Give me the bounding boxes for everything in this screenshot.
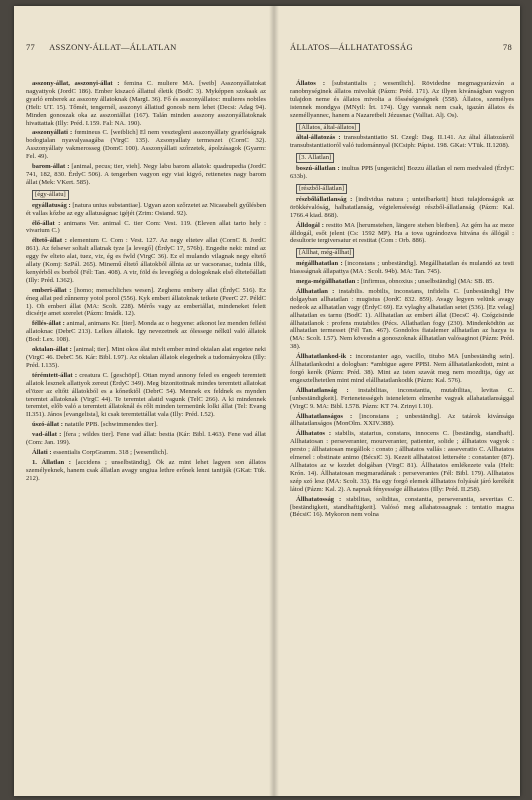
entry-definition: [individua natura ; unteilbarkeit] hiszi tulajdonságok az örökkévalóság, halhatatlanság, végtelenséeségi részből-állatlanság (Pázm: Kal. 1766.4 kiad. 868).	[290, 195, 514, 219]
entry-definition: restito MA [herumstehen, längere stehen bleiben]. Az gém ha az meze álldogál, esőt jelent (Cs: 1592 MP). Ha a tova ugrándozva hitvána és állógál : desultorie tergiversatur et restitat (Com : Orb. 886).	[290, 221, 514, 245]
dictionary-entry	[26, 163, 266, 187]
dictionary-entry	[290, 134, 514, 150]
entry-headword: élő-állat :	[32, 219, 61, 227]
dictionary-entry	[290, 278, 514, 286]
entry-definition: [fera ; wildes tier]. Fene vad állat: bestia (Kár: Bibl. I.463). Fene vad állat (Com: Jan. 199).	[26, 431, 266, 447]
entry-headword: Állhatatlanságos :	[296, 412, 353, 420]
section-heading-label: [Állhat, még-állhat]	[296, 248, 354, 258]
dictionary-entry	[290, 353, 514, 385]
dictionary-entry	[290, 80, 514, 120]
entry-headword: asszony-állat, asszonyi-állat :	[32, 80, 120, 87]
entry-definition: [inconstans ; unbeständig]. Az tatárok kivánsága állhatatlanságos (MonOlm. XXIV.388).	[290, 412, 514, 428]
dictionary-entry	[290, 430, 514, 493]
entry-definition: [inconstans ; unbeständig]. Megállhatatlan és mulandó az testi hiassságnak állapattya (MA : Scolt. 94b). MA: Tan. 745).	[290, 260, 514, 276]
entry-headword: éltető-állat :	[32, 237, 67, 245]
dictionary-entry	[26, 220, 266, 236]
entry-headword: Állhatatos :	[296, 430, 332, 438]
entry-definition: [substantialis ; wesentlich]. Rövidedne megmagyarázván a ranobnységinek állatos mivoltát (Pázm: Préd. 171). Az illyen kivánságban vagyon tulajdon neme és állatos mivolta a fősséségeségnek (558). Állatos, személyes istennek mondgya (MNyil: Írt. 174). Úgy vannak nem csak, igazán állatos és személlyannec, hanem a Nazaretbeli Jézusnac (Valliat. Alj. Os).	[290, 80, 514, 119]
entry-definition: essentialis CorpGramm. 318 ; [wesentlich].	[53, 448, 168, 456]
entry-headword: térémtett-állat :	[32, 371, 78, 379]
left-running-title: ASSZONY-ÁLLAT—ÁLLATLAN	[49, 42, 177, 52]
dictionary-entry	[26, 320, 266, 344]
entry-definition: animans Ver. animal C. tier Com: Vest. 119. (Eleven allat tarto hely : vivarium C.)	[26, 219, 266, 235]
entry-definition: elementum C. Com : Vest. 127. Az negy eltetev allat (CornC 8. JordC 861). Az felsewr soltalt allatnak tyze [a levegő] (ÉrdyC 17, 576b). Engedte neki: mind az eggy fw elteto alat, tuez, viz, ég es fwld (VirgC 36). Ez el mulando vilagnak negy eltető allaty (Komj: SzPál. 265). Minemű éltető állatokból állnia az ur vacsoranac, tudnia illik, kenyérből es borból (Fél: Tan. 408). A vir, föld és levegőég a dologoknak első élteteőállati (Illy: Préd. I.362).	[26, 237, 266, 284]
entry-headword: úszó-állat :	[32, 421, 63, 429]
dictionary-entry	[290, 165, 514, 181]
entry-definition: creatura C. [geschöpf]. Ottan mynd annony feled es engeeb teremtett allatok lesznek allattyok zereut (ÉrdyC 349). Meg bizonitottnak mindes teremtett allatokat el'özer az eltőtt állatokból es a kőnetktől (DebrC 54). Mennek ex feldnek es mynden teremtet allatoknak (VirgC 44). Te teremtet alatid vagunk (TelC 266). A ki mindennek teremtet, előb való a teremtett állatoknál és rőlt minden termenünk lolki állat (Tel: Evang II.351). János [evangelista], ki csak teremtettállat vala (Illy: Préd. I.52).	[26, 371, 266, 419]
entry-headword: Állhatatlan :	[296, 287, 335, 295]
left-column	[26, 80, 266, 485]
section-heading-label: [égy-állatu]	[32, 190, 69, 200]
entry-headword: Állati :	[32, 448, 52, 456]
entry-definition: fœmineus C. [weiblich] El nem vesztegleni asszonyállaty gyarlóságnak bodogtalan nyavalyasagába (VirgC 135). Azsonyallaty termeszet (CornC 32). Asszonyállaty vakmerosseg (DomC 100). Asszonyállati szőrzetek, ápolzásagok (Gyarm: Fel. 49).	[26, 129, 266, 161]
entry-definition: [homo; menschliches wesen]. Zeghenu embery allat (ÉrdyC 516). Ez éneg allat ped zűnnemy yotol porol (556). Kyk emberi állatoknak tetkete (PeerC 27. PéldC 1). Oh emberi állat (MA: Scolt. 228). Mérős vagy az emberiállat, mindeneket felett dicsérje amet szerelet (Pázm: Imádk. 12).	[26, 286, 266, 318]
dictionary-entry	[290, 288, 514, 351]
dictionary-entry	[26, 287, 266, 319]
entry-definition: [animal; tier]. Mint okos álat mivlt ember mind oktalan alat engetee neki (VirgC 46. DebrC 56. Kár: Bibl. I.97). Az oktalan állatok elegednek a tudományokra (Illy: Préd. I.135).	[26, 346, 266, 369]
dictionary-entry	[290, 260, 514, 276]
entry-headword: emberi-állat :	[32, 286, 72, 294]
entry-headword: Álldogál :	[296, 221, 324, 229]
entry-headword: vad-állat :	[32, 431, 62, 439]
dictionary-entry	[26, 431, 266, 447]
entry-definition: [accidens ; unselbständig]. Ök az mint lehet lagyen son állatos személyeknek, hanem csak állatlan avagy ungiua lethre erőnek lenni tanitják (GKat: Tük. 212).	[26, 458, 266, 482]
entry-headword: mégállhatatlan :	[296, 260, 343, 268]
right-page-number: 78	[502, 42, 512, 52]
entry-definition: instabilis. mobilis, inconstans, infidelis C. [unbeständig] Hw dolgayban allhatatlan : mugistus (JordC 832. 859). Avagy legyen velünk avagy nedeok az allhatatlan vagy (ÉrdyC 69). Ez vylaghy alhatatlan setet (536). [Ez velag] allhatatlan es tarnu (BodC 1). Allhatatlan az emberi állat (DecsC 4). Czégzisinde állhatatlanok : profens mutabiles (Pécs. Allathatlan fogy (230). Mindenködtön az allhatatlan termesset (Fél Tan. 467). Gondolos fiatalemer allhatatlan az hazya is (MA: Scolt. I.57). Nem kövesdn a gonoszoknak állhatatlan valósaginot (Pázm: Préd. 38).	[290, 287, 514, 351]
dictionary-entry	[26, 421, 266, 429]
entry-headword: részbőlállatlanság :	[296, 195, 353, 203]
entry-headword: által-állatozás :	[296, 134, 341, 142]
entry-definition: inultus PPB [ungerächt] Bozzu állatlan el nem medvaled (ÉrdyC 633b).	[290, 165, 514, 181]
dictionary-entry	[26, 459, 266, 483]
entry-headword: mega-mégállhatatlan :	[296, 278, 360, 286]
entry-headword: egyállatuság :	[32, 201, 71, 209]
right-column	[290, 80, 514, 521]
entry-definition: femina C. muliere MA. [weib] Asszonyállatokat nagyattyok (JordC 186). Ember kiszacó állattul életik (BodC 3). Myképpen szokaak az gyarló emberek az asszony állatoknak (MargL 36). Fő és asszonyállatoc: mulieres nobiles (Helt: UT. 15). Tőmét, tengernél, asszonyi állatiuđ gonosb nem lehet (Decsi: Adag 94). Minden gonoszak oka az asszoniállat (167). Talán minden asszony asszonyállatoknak hivattattak (Illy: Préd. I.159. Fal: NA. 190).	[26, 80, 266, 127]
entry-headword: féllés-állat :	[32, 320, 65, 328]
entry-definition: natatile PPB. [schwimmendes tier].	[64, 421, 158, 429]
section-heading	[290, 183, 514, 195]
dictionary-entry	[26, 449, 266, 457]
dictionary-entry	[26, 80, 266, 127]
dictionary-entry	[290, 222, 514, 246]
entry-definition: stabilis, statarius, constans, innocens C. [beständig, standhaft]. Allhatatosan : perseveranter, mourveranter, patienter, solide ; állhatatos vagyok : persto ; állhatatosan megállok : consto ; állhatatos vallás : asseveratio C. Allhatatos elmenel : obstinate animo (BécsiC 3). Kezeit allhatatost letterséte : constanter (87). Allhatatos az w kezdet dolgában (VirgC 81). Állhatatos emlékezete vala (Helt: Krón. 14). Állhatatosan megmaradának : perseverantes (Fél: Bibl. 179). Allhatatos szép szó lesz (MA: Scolt. 33). Ha egy forgó elemek állhatatos folyását járó kerékéit látod (Pázm: Kal. 2). A napnak fényessége állhatatos (Illy: Préd. II.258).	[290, 430, 514, 493]
right-page-header	[290, 42, 512, 52]
entry-headword: Állhatatlanság :	[296, 386, 349, 394]
book-spine-shadow	[269, 6, 279, 796]
entry-headword: Állhatatosság :	[296, 495, 342, 503]
dictionary-entry	[290, 196, 514, 220]
entry-headword: Állatos :	[296, 80, 326, 87]
right-running-title: ÁLLATOS—ÁLLHATATOSSÁG	[290, 42, 413, 52]
dictionary-entry	[290, 496, 514, 520]
entry-definition: animal, animans Kr. [tier]. Monda az o hegyene: atkonot lez menden fellési allatoknac (DebrC 213). Lelkes állatok. Igy nevezetnek az ólessege nélkül való állatok (Bod: Lex. 108).	[26, 320, 266, 344]
dictionary-entry	[290, 387, 514, 411]
section-heading	[26, 189, 266, 201]
entry-definition: [natura unius substantiae]. Ugyan azon szőrzetet az Nicaeabeli gyűlésben ét vallas kőzbe az egy allatuságnac igéjét (Zrim: Osiand. 92).	[26, 201, 266, 217]
entry-headword: asszonyállati :	[32, 129, 73, 137]
dictionary-entry	[290, 413, 514, 429]
entry-definition: [animal, pecus; tier, vieh]. Negy labu barom allatok: quadrupedia (JordC 741, 182, 830. ÉrdyC 506). A tengerben vagyon egy viai kigyó, rettenetes nagy barom állat (Mek: VKert. 585).	[26, 163, 266, 186]
entry-definition: inconstanter ago, vacillo, titubo MA [unbeständig sein]. Állhatatlankodni a dologban: *ambigue agere PPBI. Nem állhatatlankodott, mint a forgó kerék (Pázm: Préd. 38). Mint az isten szavát meg nem mozditja, úgy az engesztelhetetlen mint mind elállhatatlankodik (Pázm: Kal. 576).	[290, 353, 514, 384]
section-heading-label: [részből-állatlan]	[296, 184, 347, 194]
entry-definition: transubstantiatio SI. Czegl: Dag. II.141. Az által állatozásról transubstantiatioról való tudománnyal (KCsiph: Pápist. 198. GKat: VTük. II.1208).	[290, 134, 514, 150]
dictionary-entry	[26, 129, 266, 161]
section-heading-label: [3. Állatlan]	[296, 153, 334, 163]
dictionary-entry	[26, 202, 266, 218]
entry-definition: stabilitas, soliditas, constantia, perseverantia, severitas C. [beständigkeit, standhaftigkeit]. Valósó meg allahatossagnak : tentatio magna (BécsiC 16). Mykoron nem volna	[290, 495, 514, 519]
section-heading	[290, 247, 514, 259]
section-heading-label: [Állatos, által-állatos]	[296, 123, 360, 133]
entry-definition: instabilitas, inconstantia, mutabilitas, levitas C. [unbeständigkeit]. Fertenetességeh isteneletem elmenhe vagyak allahatatlansággal (VirgC 9. MA: Bibl. I.578. Pázm: KT 74. Zrinyi I.10).	[290, 386, 514, 410]
entry-definition: [infirmus, obnoxius ; unselbständig] (MA: SB. 85.	[360, 278, 495, 286]
entry-headword: oktalan-állat :	[32, 346, 72, 354]
dictionary-entry	[26, 346, 266, 370]
dictionary-spread	[14, 6, 520, 796]
dictionary-entry	[26, 372, 266, 419]
section-heading	[290, 122, 514, 134]
dictionary-entry	[26, 237, 266, 284]
entry-headword: barom-állat :	[32, 163, 70, 171]
left-page-number: 77	[26, 42, 36, 52]
entry-headword: Állhatatlankod-ik :	[296, 353, 352, 361]
section-heading	[290, 152, 514, 164]
entry-headword: 1. Állatlan :	[32, 458, 71, 466]
entry-headword: boszú-állatlan :	[296, 165, 340, 173]
left-page-header	[26, 42, 264, 52]
